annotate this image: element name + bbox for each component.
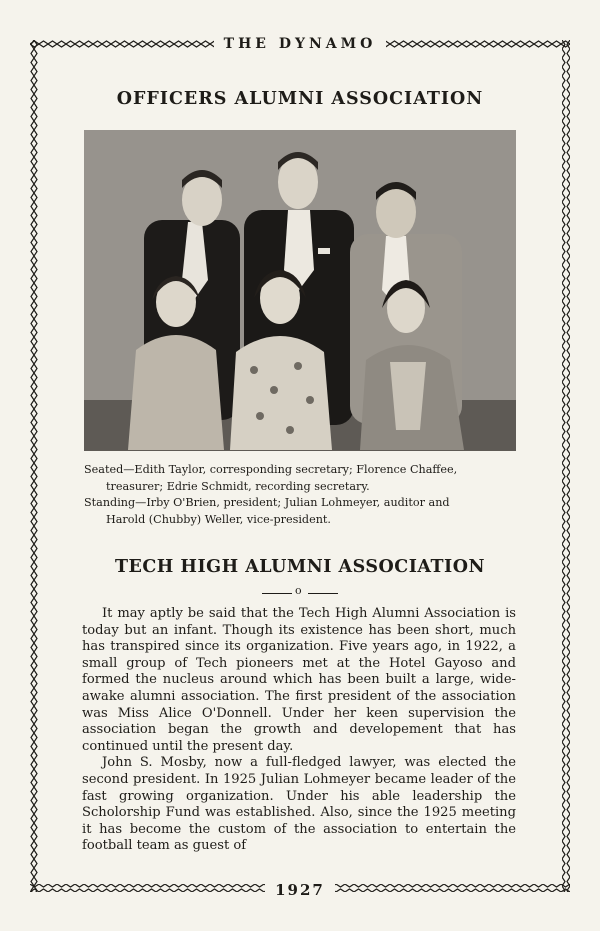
photo-caption — [84, 462, 524, 528]
ornament-rule — [262, 586, 338, 600]
article-paragraph-2: John S. Mosby, now a full-fledged lawyer, was elected the second president. In 1925 Julian Lohmeyer became leader of the fast growing organization. Under his able leadership the Scholorship Fund was established. Also, since the 1925 meeting it has become the custom of the association to entertain the football team as guest of — [82, 755, 516, 854]
officers-group-photo — [84, 130, 516, 451]
folio-text: 1927 — [265, 881, 335, 899]
running-head — [0, 33, 600, 52]
officers-heading: OFFICERS ALUMNI ASSOCIATION — [116, 89, 484, 109]
article-body — [82, 606, 516, 855]
caption-seated-line-1: Seated—Edith Taylor, corresponding secretary; Florence Chaffee, — [84, 463, 458, 476]
caption-standing-line-2: Harold (Chubby) Weller, vice-president. — [106, 512, 331, 526]
page-folio — [0, 880, 600, 899]
caption-seated-line-2: treasurer; Edrie Schmidt, recording secretary. — [106, 479, 370, 493]
running-head-text: THE DYNAMO — [214, 36, 387, 52]
caption-standing-line-1: Standing—Irby O'Brien, president; Julian Lohmeyer, auditor and — [84, 496, 450, 509]
article-paragraph-1: It may aptly be said that the Tech High Alumni Association is today but an infant. Though its existence has been short, much has transpired since its organization. Five years ago, in 1922, a small group of Tech pioneers met at the Hotel Gayoso and formed the nucleus around which has been built a large, wide-awake alumni association. The first president of the association was Miss Alice O'Donnell. Under her keen supervision the association began the growth and developement that has continued until the present day. — [82, 606, 516, 754]
ornament-glyph: o — [295, 584, 302, 597]
article-heading: TECH HIGH ALUMNI ASSOCIATION — [115, 557, 485, 577]
